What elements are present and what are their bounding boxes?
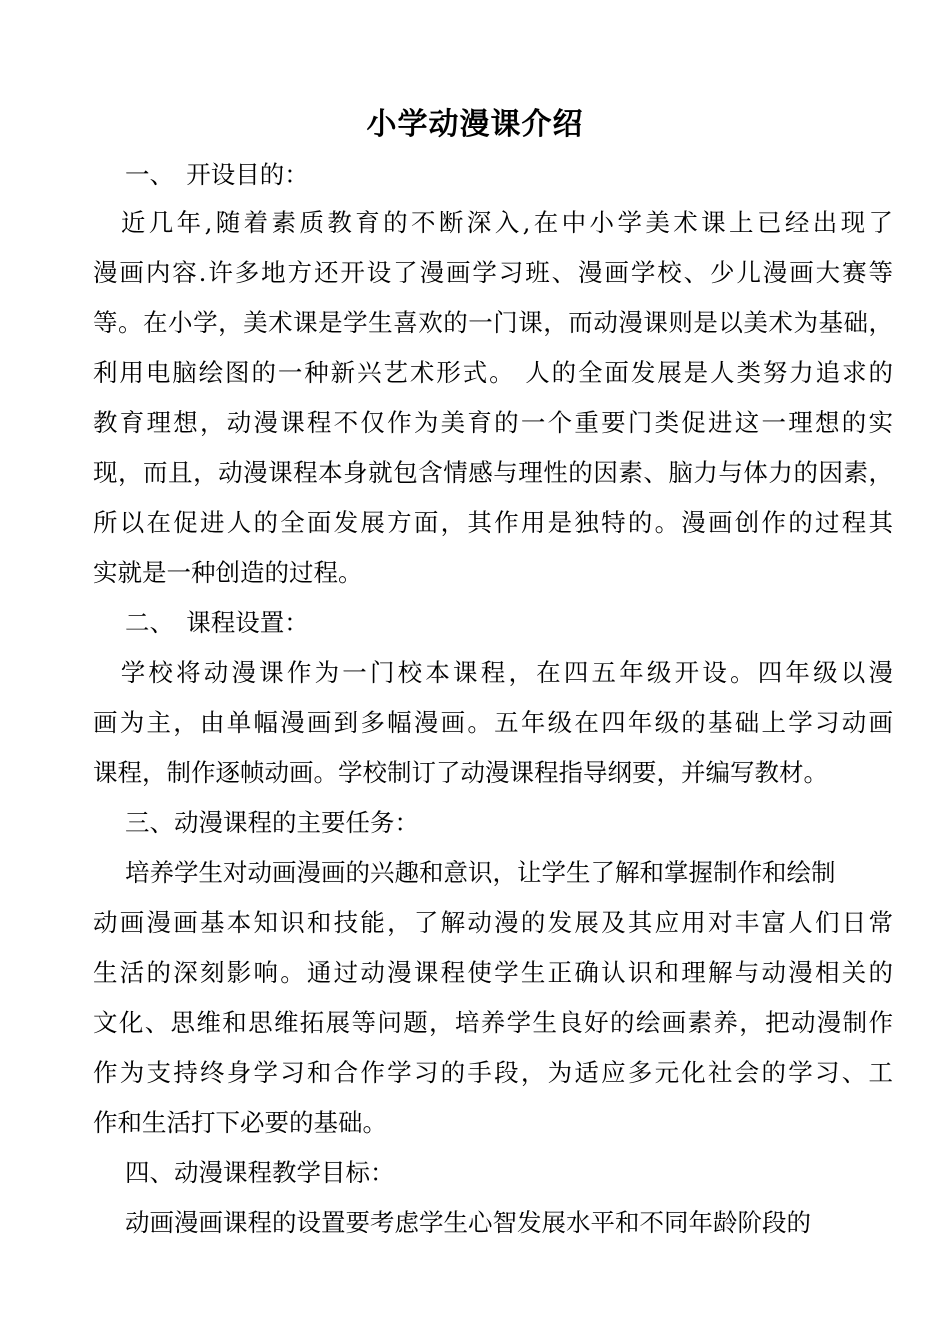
paragraph-line: 课程，制作逐帧动画。学校制订了动漫课程指导纲要，并编写教材。 (93, 758, 828, 787)
document-title: 小学动漫课介绍 (366, 107, 584, 142)
paragraph-line: 等。在小学，美术课是学生喜欢的一门课，而动漫课则是以美术为基础， (93, 308, 893, 337)
section-heading-3: 三、动漫课程的主要任务： (125, 808, 419, 837)
paragraph-line: 所以在促进人的全面发展方面，其作用是独特的。漫画创作的过程其 (93, 508, 893, 537)
paragraph-line: 漫画内容.许多地方还开设了漫画学习班、漫画学校、少儿漫画大赛等 (93, 258, 893, 287)
paragraph-line: 利用电脑绘图的一种新兴艺术形式。 人的全面发展是人类努力追求的 (93, 358, 893, 387)
paragraph-line: 培养学生对动画漫画的兴趣和意识，让学生了解和掌握制作和绘制 (125, 858, 836, 887)
paragraph-line: 动画漫画基本知识和技能，了解动漫的发展及其应用对丰富人们日常 (93, 908, 893, 937)
paragraph-line: 现，而且，动漫课程本身就包含情感与理性的因素、脑力与体力的因素， (93, 458, 893, 487)
paragraph-line: 实就是一种创造的过程。 (93, 558, 363, 587)
paragraph-line: 作和生活打下必要的基础。 (93, 1108, 387, 1137)
paragraph-line: 动画漫画课程的设置要考虑学生心智发展水平和不同年龄阶段的 (125, 1208, 811, 1237)
paragraph-line: 学校将动漫课作为一门校本课程，在四五年级开设。四年级以漫 (93, 658, 893, 687)
paragraph-line: 画为主，由单幅漫画到多幅漫画。五年级在四年级的基础上学习动画 (93, 708, 893, 737)
paragraph-line: 近几年,随着素质教育的不断深入,在中小学美术课上已经出现了 (93, 208, 893, 237)
section-heading-2: 二、 课程设置： (125, 608, 309, 637)
section-heading-1: 一、 开设目的： (125, 160, 309, 189)
paragraph-line: 生活的深刻影响。通过动漫课程使学生正确认识和理解与动漫相关的 (93, 958, 893, 987)
paragraph-line: 作为支持终身学习和合作学习的手段，为适应多元化社会的学习、工 (93, 1058, 893, 1087)
paragraph-line: 教育理想，动漫课程不仅作为美育的一个重要门类促进这一理想的实 (93, 408, 893, 437)
paragraph-line: 文化、思维和思维拓展等问题，培养学生良好的绘画素养，把动漫制作 (93, 1008, 893, 1037)
section-heading-4: 四、动漫课程教学目标： (125, 1158, 395, 1187)
